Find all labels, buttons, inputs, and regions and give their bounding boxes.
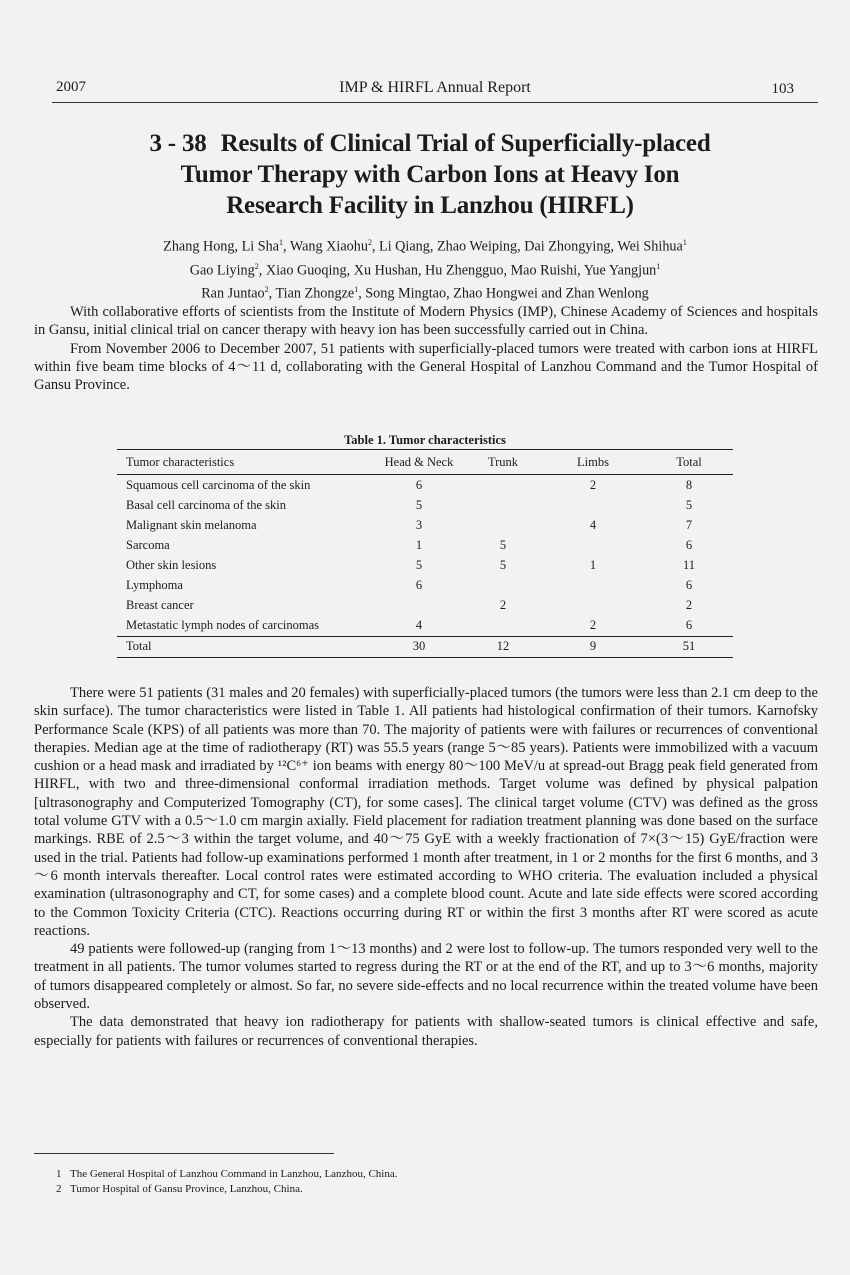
tumor-characteristics-table [117,449,733,658]
running-header [52,76,818,103]
table-row [117,575,733,595]
article-number: 3 - 38 [149,130,207,157]
table-cell: 6 [685,618,693,633]
author-name: Ran Juntao [201,286,265,303]
table-cell: 2 [685,598,693,613]
footnotes [56,1167,397,1197]
table-cell: 6 [685,578,693,593]
author-name: Mao Ruishi [510,262,578,279]
table-row [117,475,733,496]
table-row [117,515,733,535]
author-line: Zhang Hong, Li Sha$^1$, Wang Xiaohu$^2$, Li Qiang, Zhao Weiping, Dai Zhongying, Wei Shihua$^1$ [163,238,687,255]
table-cell: 6 [415,477,423,492]
table-cell: 6 [685,537,693,552]
title-line-1: 3 - 38 Results of Clinical Trial of Superficially-placed [149,130,711,157]
affiliation-marker: 1 [682,238,687,247]
table-cell: 1 [589,557,597,572]
table-row [117,495,733,515]
footnote-divider [34,1153,334,1154]
table-row [117,596,733,616]
table-cell [465,475,541,496]
author-line: Gao Liying$^2$, Xiao Guoqing, Xu Hushan, Hu Zhengguo, Mao Ruishi, Yue Yangjun$^1$ [189,261,661,279]
col-header: Head & Neck [384,454,454,469]
results-paragraph-2: 49 patients were followed-up (ranging from 1～13 months) and 2 were lost to follow-up. The tumors responded very well to the treatment in all patients. The tumor volumes started to regress during the RT or at the end of the RT, and up to 3～6 months, majority of tumors disappeared completely or almost. So far, no severe side-effects and no local recurrence within the treated volume have been observed. [34,941,818,1013]
header-year: 2007 [56,79,86,95]
author-line: Ran Juntao$^2$, Tian Zhongze$^1$, Song Mingtao, Zhao Hongwei and Zhan Wenlong [201,285,649,303]
author-name: Wei Shihua [617,238,683,255]
title-line-3: Research Facility in Lanzhou (HIRFL) [226,192,634,219]
table-cell: Metastatic lymph nodes of carcinomas [126,618,319,633]
table-cell: 12 [496,639,510,654]
table-cell: 9 [589,639,597,654]
table-cell: 8 [685,477,693,492]
author-name: Song Mingtao [365,286,447,303]
intro-paragraph-1: With collaborative efforts of scientists from the Institute of Modern Physics (IMP), Chinese Academy of Sciences and hospitals in Gansu, initial clinical trial on cancer therapy with heavy ion has been successfully carried out in China. [34,304,818,339]
table-cell [541,495,645,515]
table-cell: 7 [685,517,693,532]
article-title [60,128,800,221]
affiliation-marker: 1 [656,261,661,271]
table-row [117,616,733,637]
author-list [50,233,800,304]
table-cell: Basal cell carcinoma of the skin [126,497,287,512]
table-cell [373,596,465,616]
results-section [34,684,818,1050]
table-cell: Total [126,639,152,654]
affiliation-marker: 2 [254,261,259,271]
table-cell: 4 [415,618,423,633]
table-cell: 11 [682,557,696,572]
author-name: Yue Yangjun [583,262,657,279]
affiliation-marker: 1 [354,285,359,295]
table-cell: 4 [589,517,597,532]
table-cell: 5 [685,497,693,512]
table-cell: Sarcoma [126,537,170,552]
table-row [117,535,733,555]
col-header: Tumor characteristics [126,454,235,469]
table-cell: 5 [499,537,507,552]
author-name: Dai Zhongying [524,238,611,255]
table-cell: 1 [415,537,423,552]
table-header-row [117,450,733,475]
author-name: Li Qiang [379,238,430,255]
author-name: Xu Hushan [353,262,418,279]
table-cell: 51 [682,639,696,654]
table-cell: Squamous cell carcinoma of the skin [126,477,311,492]
table-cell [541,535,645,555]
table-cell [465,495,541,515]
intro-paragraph-2: From November 2006 to December 2007, 51 patients with superficially-placed tumors were treated with carbon ions at HIRFL within five beam time blocks of 4～11 d, collaborating with the General Hospital of Lanzhou Command and the Tumor Hospital of Gansu Province. [34,340,818,394]
author-name: Zhao Hongwei and Zhan Wenlong [453,286,649,303]
author-name: Wang Xiaohu [289,238,368,255]
table-cell [465,575,541,595]
author-name: Zhao Weiping [436,238,518,255]
author-name: Gao Liying [189,262,255,279]
table-cell: 2 [499,598,507,613]
table-cell: Malignant skin melanoma [126,517,257,532]
table-cell: 5 [415,557,423,572]
results-paragraph-1: There were 51 patients (31 males and 20 females) with superficially-placed tumors (the tumors were less than 2.1 cm deep to the skin surface). The tumor characteristics were listed in Table 1. All patients had histological confirmation of their tumors. Karnofsky Performance Scale (KPS) of all patients was more than 70. The majority of patients were with failures or recurrences of conventional therapies. Median age at the time of radiotherapy (RT) was 55.5 years (range 5～85 years). Patients were immobilized with a vacuum cushion or a head mask and irradiated by ¹²C⁶⁺ ion beams with energy 80～100 MeV/u at spread-out Bragg peak field generated from HIRFL, with two and three-dimensional conformal irradiation methods. Target volume was defined by physical palpation [ultrasonography and Computerized Tomography (CT), for some cases]. The clinical target volume (CTV) was defined as the gross total volume GTV with a 0.5～1.0 cm margin axially. Field placement for radiation treatment planning was done based on the surface markings. RBE of 2.5～3 within the target volume, and 40～75 GyE with a weekly fractionation of 7×(3～15) GyE/fraction were used in the trial. Patients had follow-up examinations performed 1 month after treatment, in 1 or 2 months for the first 6 months, and 3～6 month intervals thereafter. Local control rates were estimated according to WHO criteria. The evaluation included a physical examination (ultrasonography and CT, for some cases) and a complete blood count. Acute and late side effects were scored according to the Common Toxicity Criteria (CTC). Reactions occurring during RT or within the first 3 months after RT were scored as acute reactions. [34,685,818,939]
author-name: Zhang Hong [163,238,235,255]
table-cell [541,596,645,616]
table-cell: Breast cancer [126,598,194,613]
col-header: Total [676,454,702,469]
results-paragraph-3: The data demonstrated that heavy ion radiotherapy for patients with shallow-seated tumors is clinical effective and safe, especially for patients with failures or recurrences of conventional therapies. [34,1014,818,1049]
header-page-number: 103 [771,81,794,97]
col-header: Limbs [577,454,609,469]
table-cell: 5 [415,497,423,512]
author-name: Xiao Guoqing [265,262,347,279]
table-row [117,555,733,575]
table-cell: 2 [589,618,597,633]
author-name: Li Sha [241,238,280,255]
intro-section [34,303,818,394]
table-cell: 30 [412,639,426,654]
table-cell: Lymphoma [126,578,183,593]
affiliation-marker: 1 [279,238,284,247]
col-header: Trunk [487,454,519,469]
affiliation-marker: 2 [367,238,372,247]
header-journal-title: IMP & HIRFL Annual Report [339,79,531,96]
affiliation-marker: 2 [264,285,269,295]
table-total-row [117,636,733,657]
table-cell [465,616,541,637]
table-cell: 6 [415,578,423,593]
table-cell: Other skin lesions [126,557,217,572]
table-cell: 5 [499,557,507,572]
footnote-1: 1 The General Hospital of Lanzhou Command in Lanzhou, Lanzhou, China. [56,1168,398,1180]
table-cell: 2 [589,477,597,492]
footnote-2: 2 Tumor Hospital of Gansu Province, Lanzhou, China. [56,1183,303,1195]
table-cell [541,575,645,595]
author-name: Hu Zhengguo [425,262,504,279]
table-caption: Table 1. Tumor characteristics [344,433,506,447]
author-name: Tian Zhongze [275,286,355,303]
title-line-2: Tumor Therapy with Carbon Ions at Heavy Ion [180,161,680,188]
table-cell [465,515,541,535]
tumor-table [117,432,733,658]
table-cell: 3 [415,517,423,532]
